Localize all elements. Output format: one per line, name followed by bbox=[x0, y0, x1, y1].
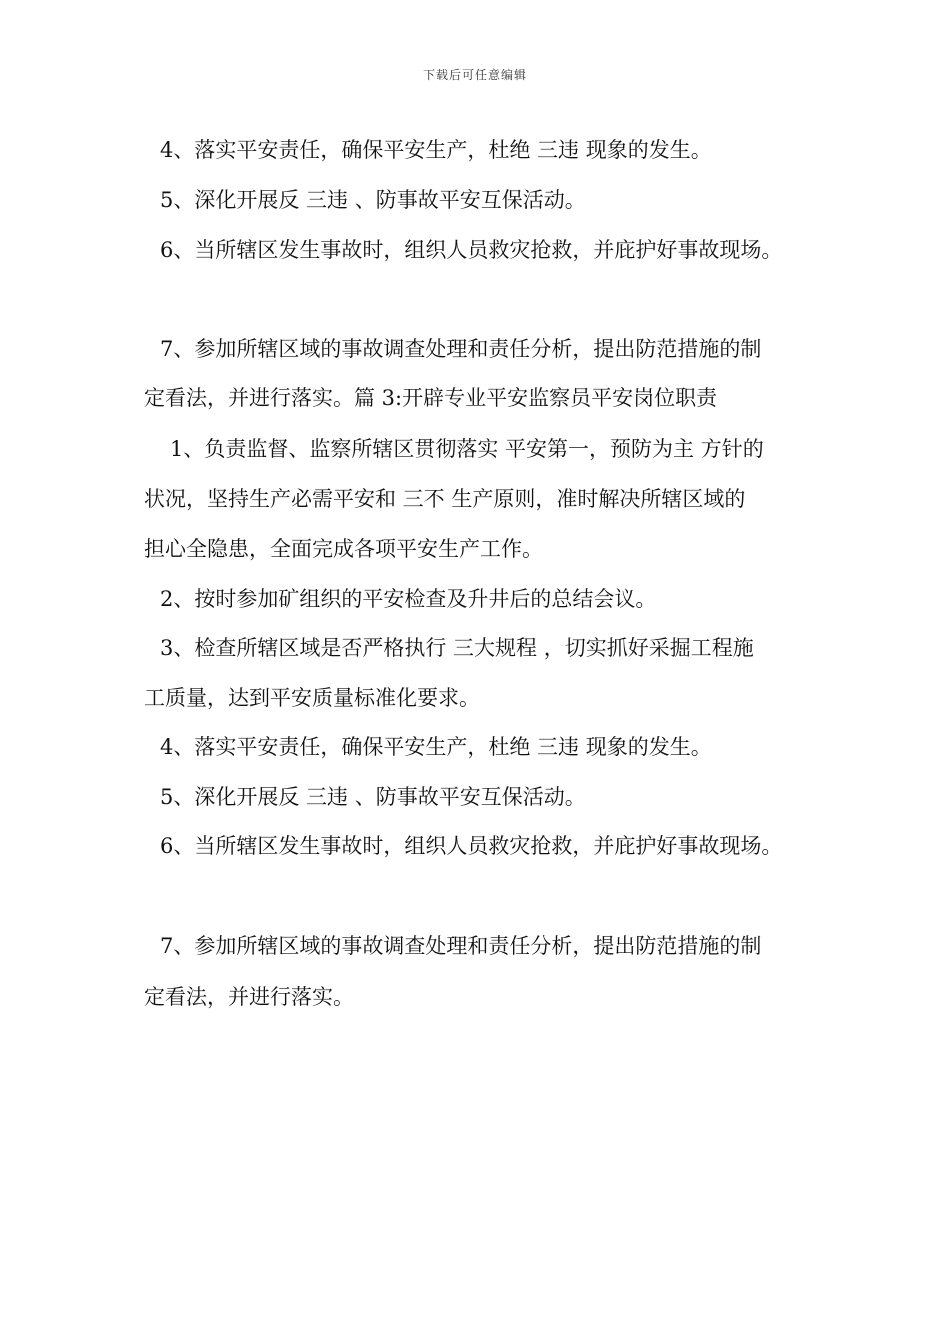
paragraph-line: 4、落实平安责任，确保平安生产，杜绝 三违 现象的发生。 bbox=[160, 735, 712, 759]
paragraph-line: 工质量，达到平安质量标准化要求。 bbox=[144, 686, 480, 710]
paragraph-line: 6、当所辖区发生事故时，组织人员救灾抢救，并庇护好事故现场。 bbox=[160, 238, 783, 262]
paragraph-line: 7、参加所辖区域的事故调查处理和责任分析，提出防范措施的制 bbox=[160, 934, 762, 958]
paragraph-line: 4、落实平安责任，确保平安生产，杜绝 三违 现象的发生。 bbox=[160, 138, 712, 162]
paragraph-line: 6、当所辖区发生事故时，组织人员救灾抢救，并庇护好事故现场。 bbox=[160, 834, 783, 858]
page-header: 下载后可任意编辑 bbox=[422, 68, 527, 82]
paragraph-line: 5、深化开展反 三违 、防事故平安互保活动。 bbox=[160, 188, 586, 212]
paragraph-line: 状况，坚持生产必需平安和 三不 生产原则，准时解决所辖区域的 bbox=[144, 487, 746, 511]
paragraph-line: 担心全隐患，全面完成各项平安生产工作。 bbox=[144, 537, 543, 561]
paragraph-line: 7、参加所辖区域的事故调查处理和责任分析，提出防范措施的制 bbox=[160, 337, 762, 361]
paragraph-line: 1、负责监督、监察所辖区贯彻落实 平安第一，预防为主 方针的 bbox=[170, 437, 764, 461]
paragraph-line: 定看法，并进行落实。篇 3:开辟专业平安监察员平安岗位职责 bbox=[144, 386, 718, 410]
paragraph-line: 2、按时参加矿组织的平安检查及升井后的总结会议。 bbox=[160, 587, 657, 611]
paragraph-line: 3、检查所辖区域是否严格执行 三大规程 ，切实抓好采掘工程施 bbox=[160, 636, 754, 660]
paragraph-line: 定看法，并进行落实。 bbox=[144, 985, 354, 1009]
paragraph-line: 5、深化开展反 三违 、防事故平安互保活动。 bbox=[160, 785, 586, 809]
